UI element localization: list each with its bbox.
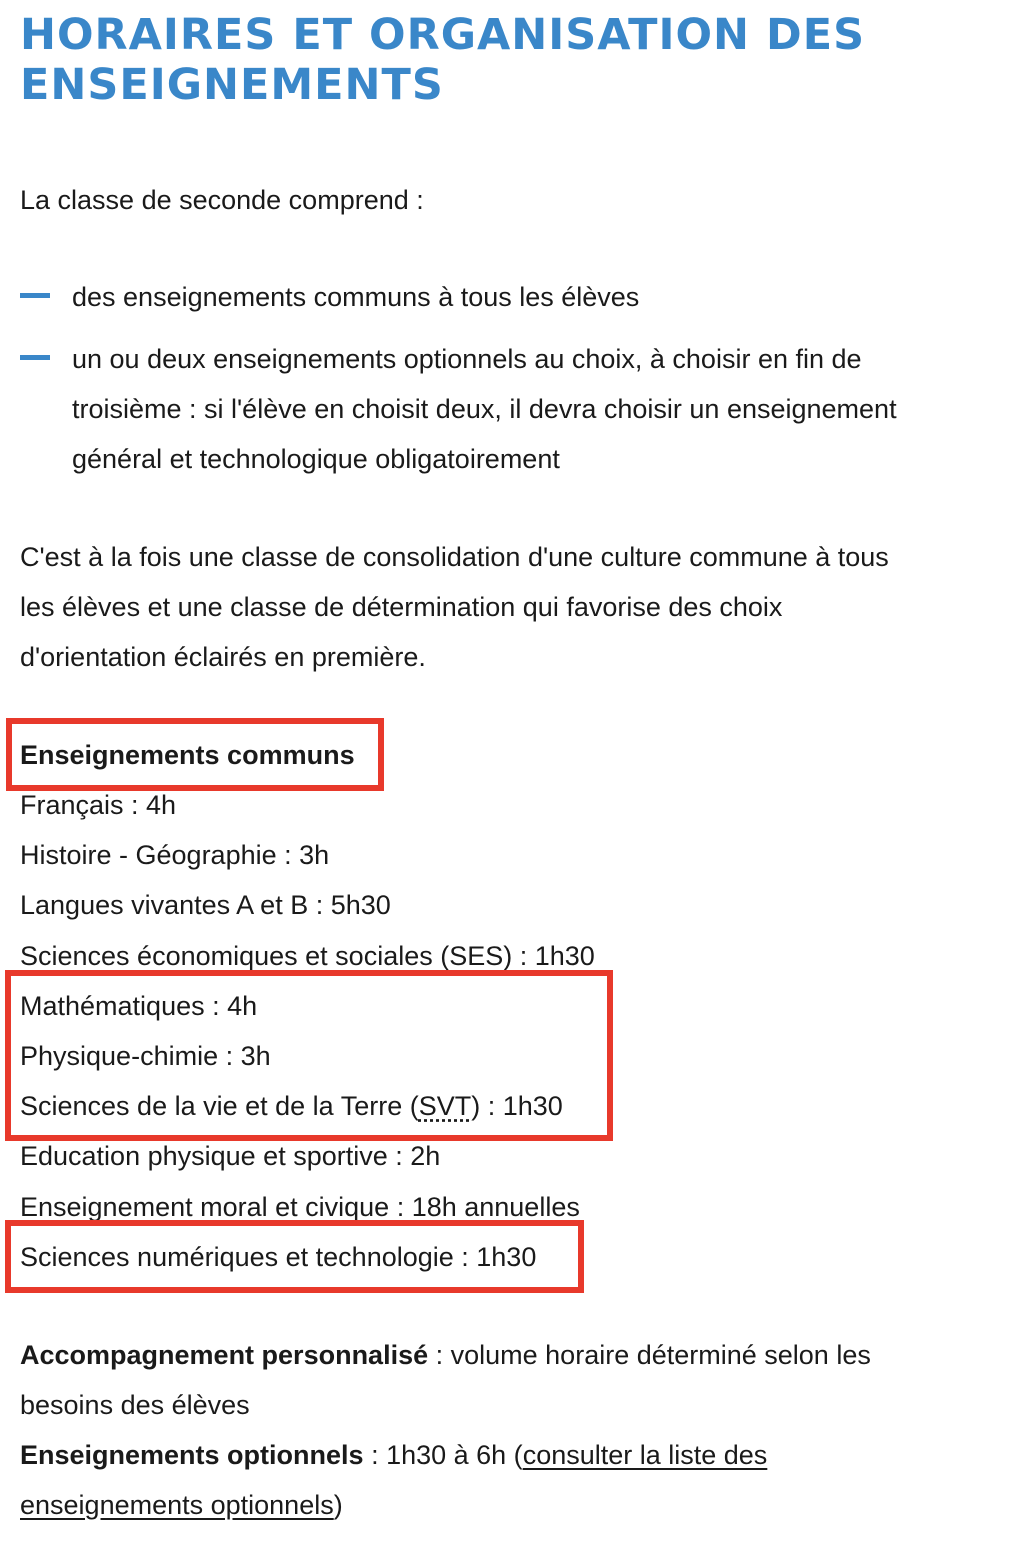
highlight-box-sciences: [5, 970, 613, 1141]
subject-item: Education physique et sportive : 2h: [20, 1141, 441, 1172]
consolidation-text: C'est à la fois une classe de consolidation d'une culture commune à tous les élèves et une classe de détermination qui favorise des choix d'orientation éclairés en première.: [20, 542, 889, 672]
list-item: [20, 272, 920, 322]
list-item-text: un ou deux enseignements optionnels au choix, à choisir en fin de troisième : si l'élève en choisit deux, il devra choisir un enseignement général et technologique obligatoirement: [72, 344, 897, 474]
highlight-box-heading: [6, 718, 384, 791]
optionnels-label: Enseignements optionnels: [20, 1440, 364, 1470]
subject-item: Français : 4h: [20, 790, 177, 820]
dash-bullet-icon: [20, 355, 50, 360]
optionnels-after: ): [333, 1490, 343, 1520]
highlight-box-snt: [5, 1220, 584, 1293]
list-item-text: des enseignements communs à tous les élèves: [72, 282, 640, 312]
list-item: [20, 334, 920, 484]
page-title: HORAIRES ET ORGANISATION DES ENSEIGNEMENTS: [20, 10, 866, 110]
subject-item: Mathématiques : 4h: [20, 990, 258, 1021]
dash-bullet-icon: [20, 293, 50, 298]
optionnels-paragraph: [20, 1430, 920, 1530]
subject-item: Sciences économiques et sociales (SES) : 1h30: [20, 940, 595, 971]
subject-item: Langues vivantes A et B : 5h30: [20, 890, 391, 921]
subject-item: Sciences numériques et technologie : 1h30: [20, 1241, 537, 1272]
accompagnement-label: Accompagnement personnalisé: [20, 1340, 429, 1370]
svt-abbreviation[interactable]: SVT: [418, 1091, 472, 1122]
additional-info: [20, 1330, 920, 1530]
subject-item: Physique-chimie : 3h: [20, 1041, 271, 1072]
common-subjects-heading: Enseignements communs: [20, 740, 355, 770]
optional-courses-link[interactable]: consulter la liste des enseignements optionnels: [20, 1440, 768, 1520]
intro-text: La classe de seconde comprend :: [20, 185, 424, 215]
accompagnement-paragraph: [20, 1330, 920, 1430]
subject-item: Enseignement moral et civique : 18h annuelles: [20, 1191, 580, 1222]
bullet-list: [20, 272, 920, 496]
optionnels-text: : 1h30 à 6h (: [363, 1440, 523, 1470]
subject-item: Histoire - Géographie : 3h: [20, 840, 330, 871]
svt-text-before: Sciences de la vie et de la Terre (: [20, 1091, 419, 1122]
svt-text-after: ) : 1h30: [471, 1091, 563, 1122]
accompagnement-text: : volume horaire déterminé selon les besoins des élèves: [20, 1340, 871, 1420]
